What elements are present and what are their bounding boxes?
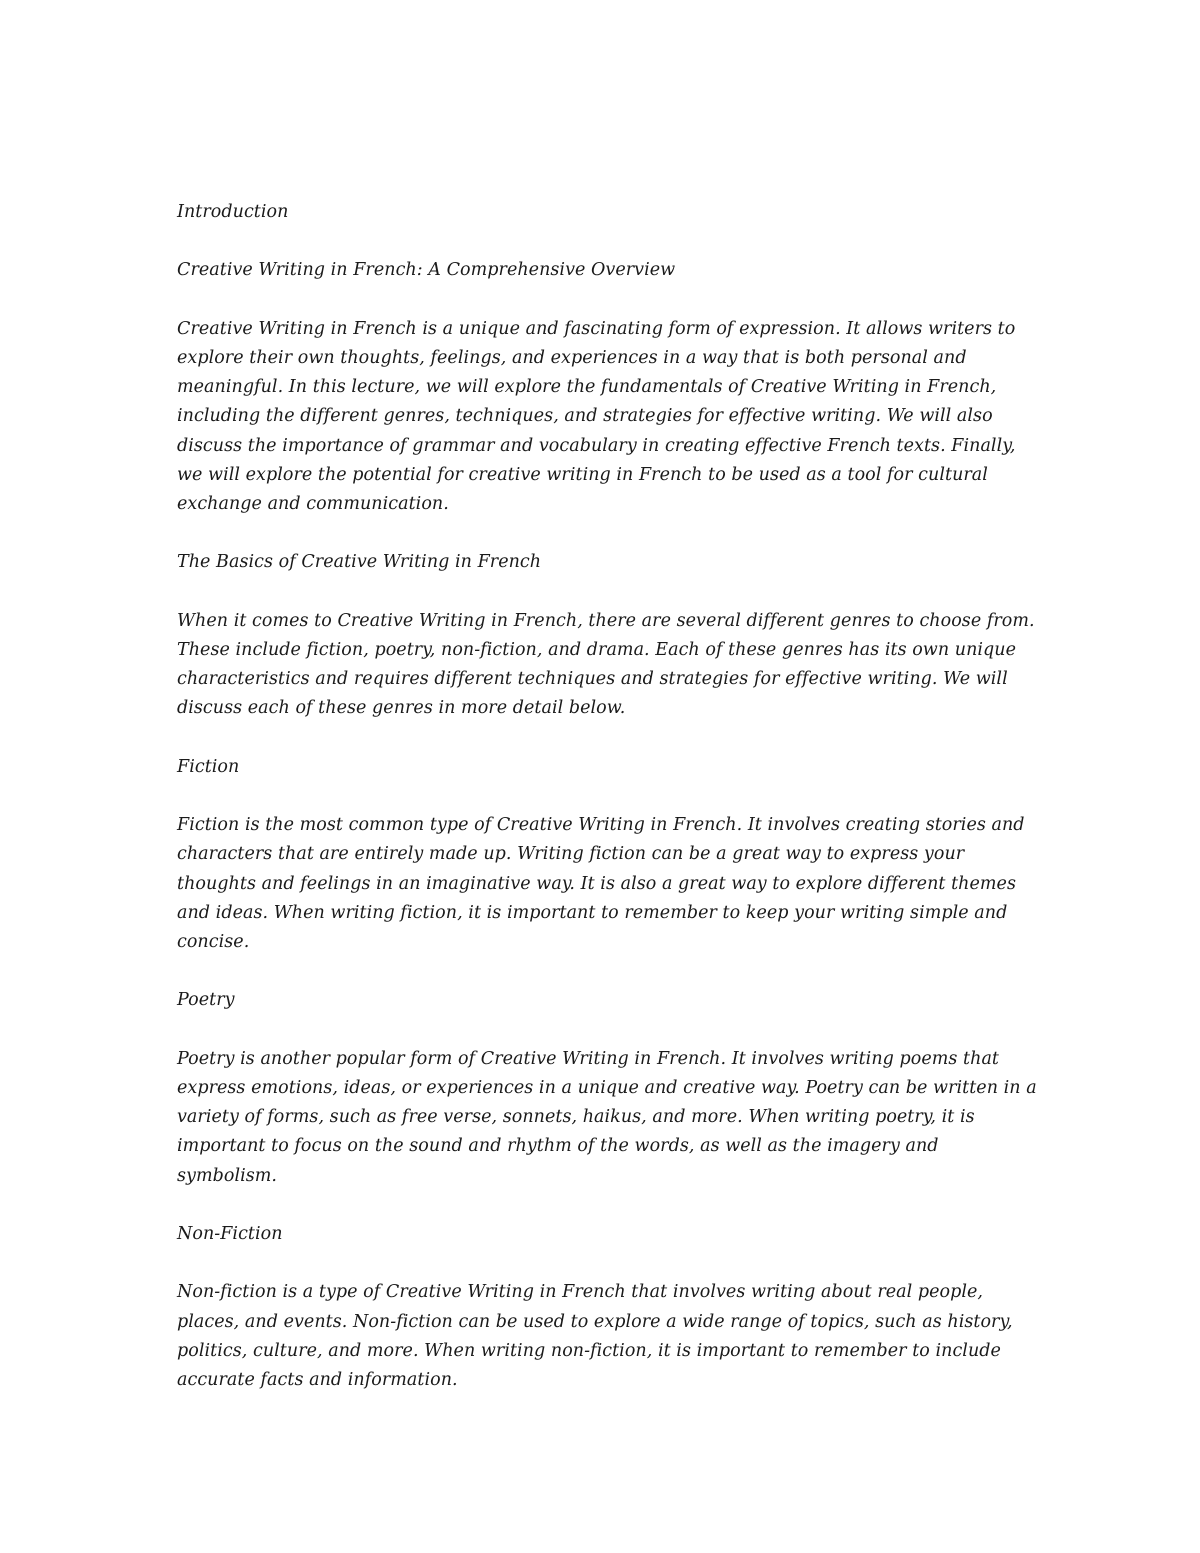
paragraph-poetry: Poetry is another popular form of Creative Writing in French. It involves writing poems that express emotions, ideas, or experiences in a unique and creative way. Poetry can be written in a variety of forms, such as free verse, sonnets, haikus, and more. When writing poetry, it is important to focus on the sound and rhythm of the words, as well as the imagery and symbolism. (177, 1048, 1037, 1186)
paragraph-fiction: Fiction is the most common type of Creative Writing in French. It involves creating stories and characters that are entirely made up. Writing fiction can be a great way to express your thoughts and feelings in an imaginative way. It is also a great way to explore different themes and ideas. When writing fiction, it is important to remember to keep your writing simple and concise. (177, 815, 1025, 952)
document-body (177, 198, 1037, 1424)
document-title: Creative Writing in French: A Comprehensive Overview (177, 260, 676, 281)
paragraph-non-fiction: Non-fiction is a type of Creative Writing in French that involves writing about real people, places, and events. Non-fiction can be used to explore a wide range of topics, such as history, politics, culture, and more. When writing non-fiction, it is important to remember to include accurate facts and information. (177, 1282, 1013, 1390)
section-heading-introduction: Introduction (177, 202, 289, 222)
section-heading-poetry: Poetry (177, 990, 235, 1011)
section-heading-non-fiction: Non-Fiction (177, 1223, 283, 1244)
section-heading-fiction: Fiction (177, 756, 240, 777)
paragraph-basics: When it comes to Creative Writing in French, there are several different genres to choose from. These include fiction, poetry, non-fiction, and drama. Each of these genres has its own unique characteristics and requires different techniques and strategies for effective writing. We will discuss each of these genres in more detail below. (177, 610, 1035, 719)
section-heading-basics: The Basics of Creative Writing in French (177, 552, 542, 573)
paragraph-introduction: Creative Writing in French is a unique and fascinating form of expression. It allows writers to explore their own thoughts, feelings, and experiences in a way that is both personal and meaningful. In this lecture, we will explore the fundamentals of Creative Writing in French, including the different genres, techniques, and strategies for effective writing. We will also discuss the importance of grammar and vocabulary in creating effective French texts. Finally, we will explore the potential for creative writing in French to be used as a tool for cultural exchange and communication. (177, 318, 1016, 514)
